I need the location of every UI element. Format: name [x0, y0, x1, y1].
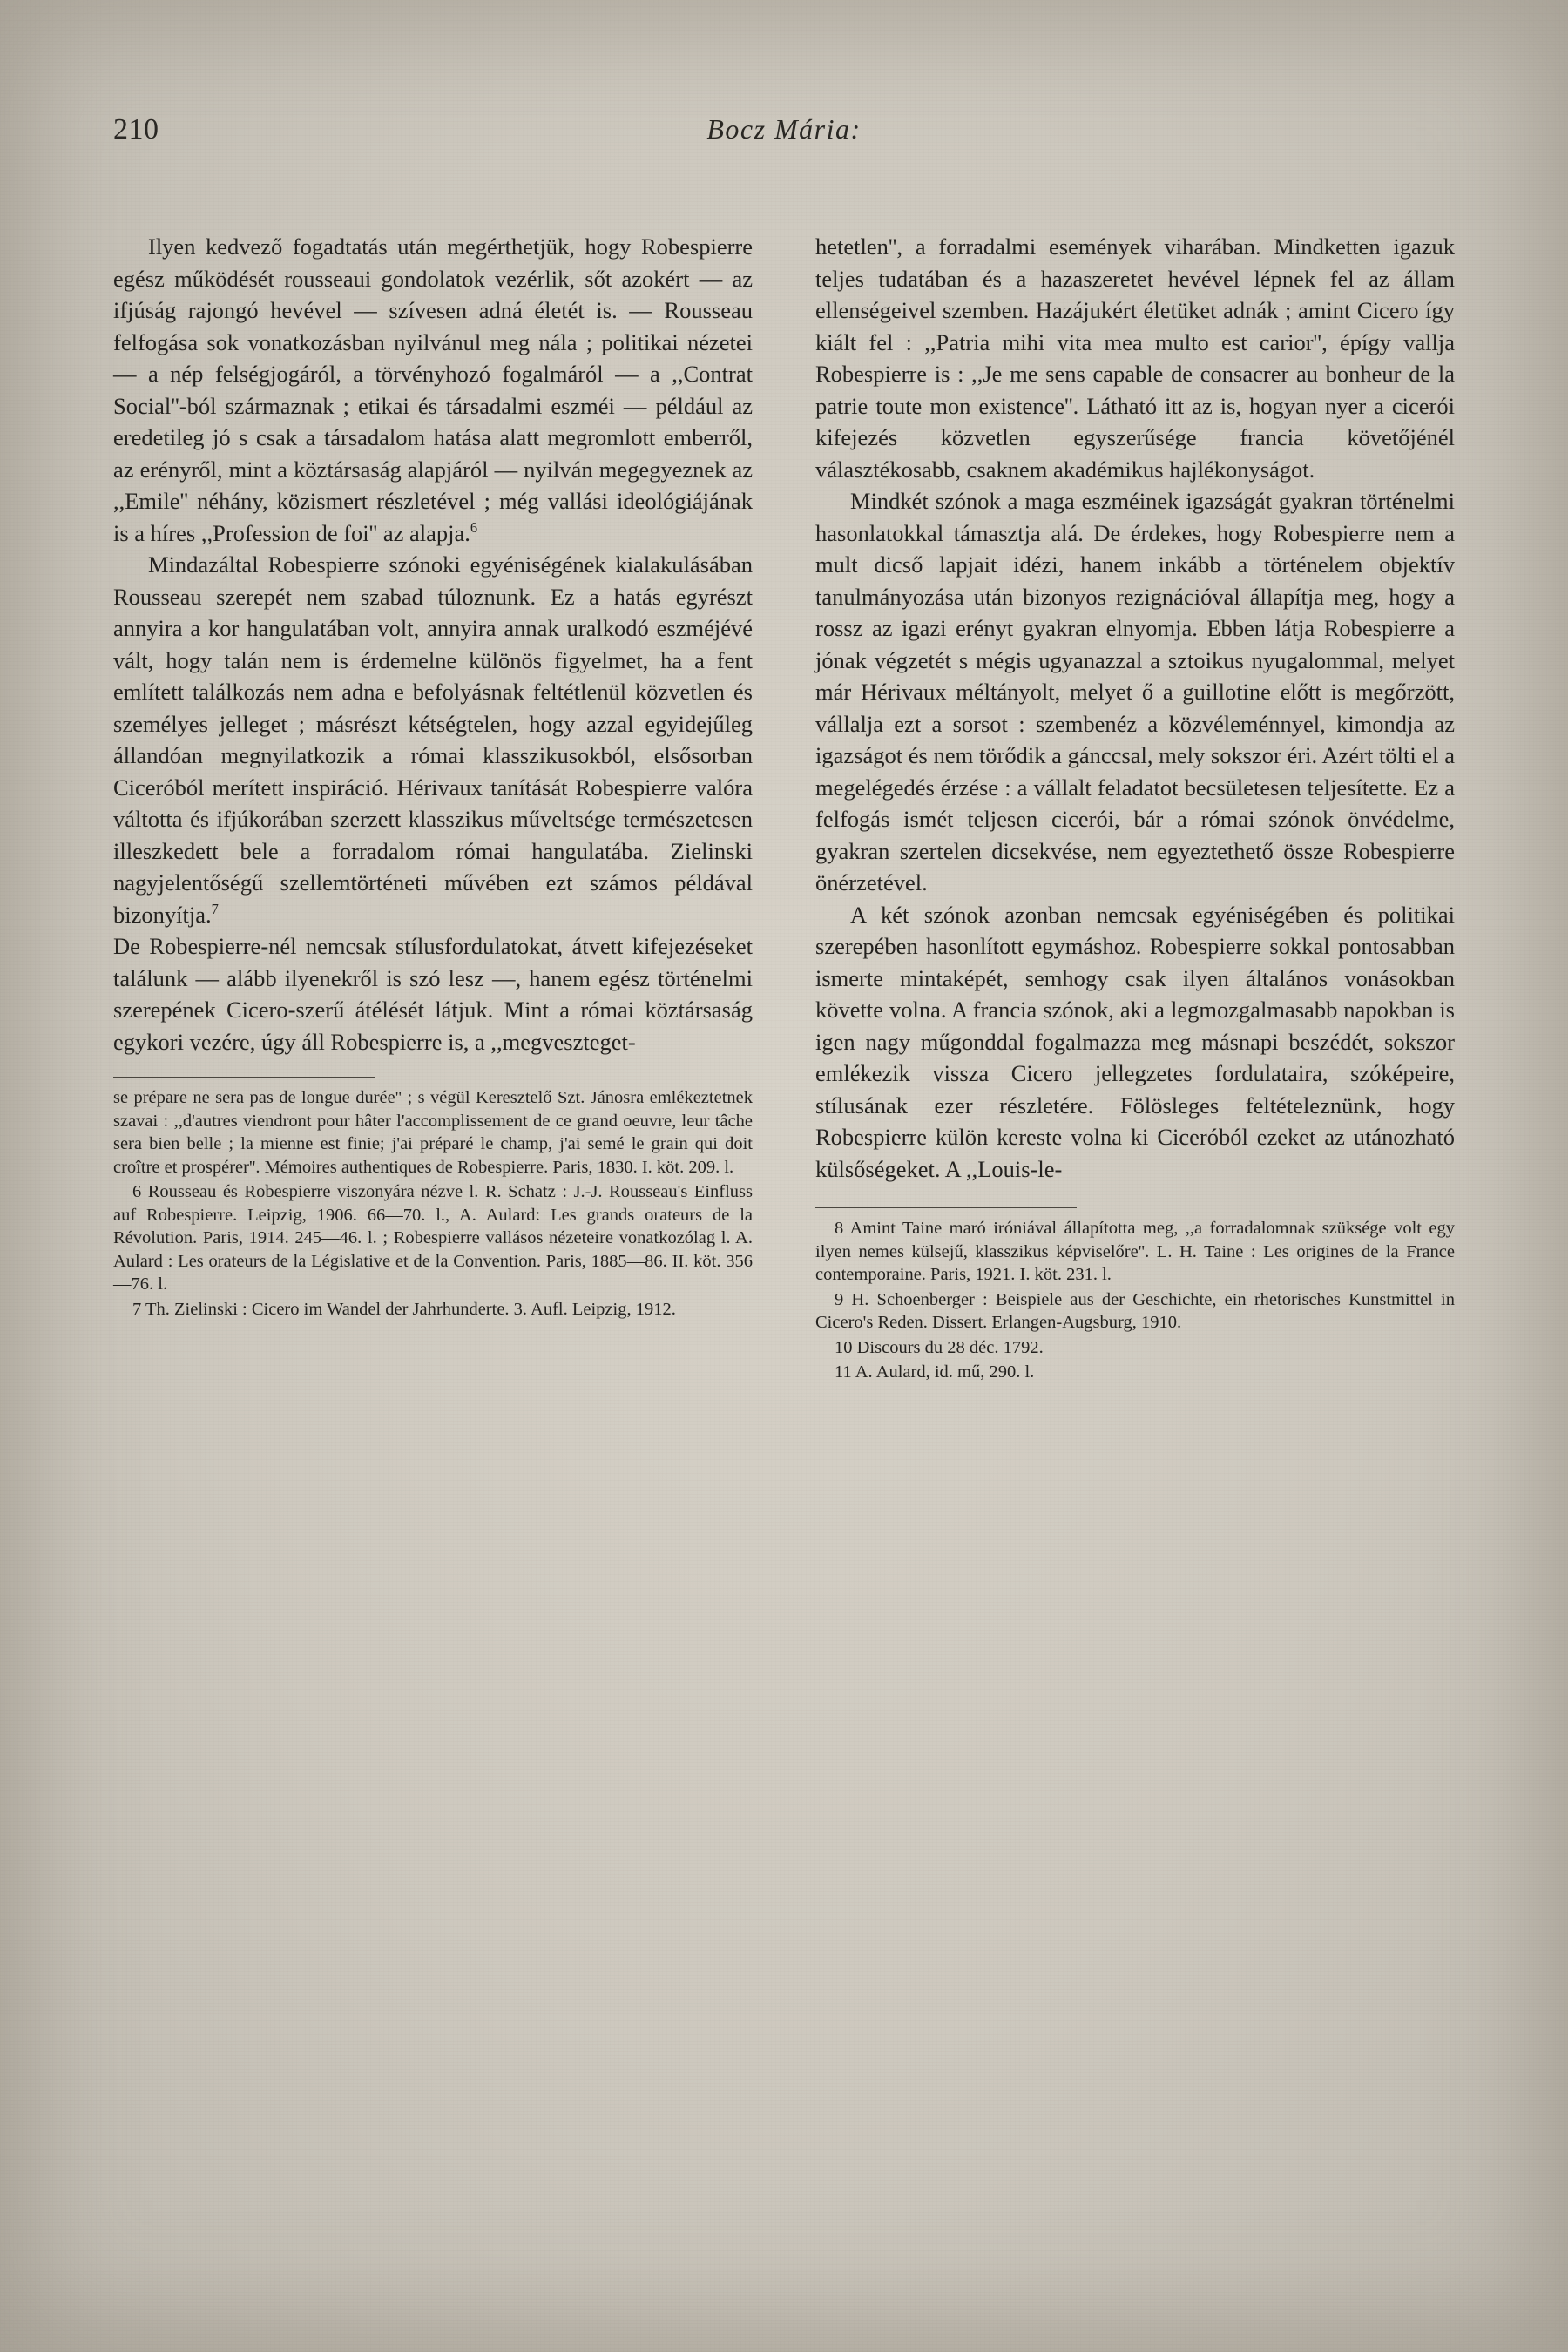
paragraph-text: Mindkét szónok a maga eszméinek igazságát gyakran történelmi hasonlatokkal támasztja alá. De érdekes, hogy Robespierre nem a mult dicső lapjait idézi, hanem inkább a történelem objektív tanulmányozása után bizonyos rezignációval állapítja meg, hogy a rossz az igazi erényt gyakran elnyomja. Ebben látja Robespierre a jónak végzetét s mégis ugyanazzal a sztoikus nyugalommal, melyet már Hérivaux méltányolt, melyet ő a guillotine előtt is megőrzött, vállalja ezt a sorsot : szembenéz a közvéleménnyel, kimondja az igazságot és nem törődik a gánccsal, mely sokszor éri. Azért tölti el a megelégedés érzése : a vállalt feladatot becsületesen teljesítette. Ez a felfogás ismét teljesen cicerói, bár a római szónok önvédelme, gyakran szertelen dicsekvése, nem egyeztethető össze Robespierre önérzetével.: [815, 488, 1455, 896]
page-header: [113, 105, 1455, 166]
footnote: 6 Rousseau és Robespierre viszonyára nézve l. R. Schatz : J.-J. Rousseau's Einfluss auf Robespierre. Leipzig, 1906. 66—70. l., A. Aulard: Les grands orateurs de la Révolution. Paris, 1914. 245—46. l. ; Robespierre vallásos nézeteire vonatkozólag l. A. Aulard : Les orateurs de la Législative et de la Convention. Paris, 1885—86. II. köt. 356—76. l.: [113, 1182, 753, 1294]
footnote: se prépare ne sera pas de longue durée'' ; s végül Keresztelő Szt. Jánosra emlékeztetnek szavai : ,,d'autres viendront pour hâter l'accomplissement de ce grand oeuvre, leur tâche sera bien belle ; la mienne est finie; j'ai préparé le champ, j'ai semé le grain qui doit croître et prospérer''. Mémoires authentiques de Robespierre. Paris, 1830. I. köt. 209. l.: [113, 1088, 753, 1177]
page-content: [113, 105, 1455, 2213]
footnote-ref[interactable]: 6: [470, 518, 478, 536]
paragraph: [815, 485, 1455, 899]
running-head: Bocz Mária:: [706, 113, 862, 145]
paragraph-text: Mindazáltal Robespierre szónoki egyéniségének kialakulásában Rousseau szerepét nem szabad túloznunk. Ez a hatás egyrészt annyira a kor hangulatában volt, annyira annak uralkodó eszméjévé vált, hogy talán nem is érdemelne különös figyelmet, ha a fent említett találkozás nem adna e befolyásnak feltétlenül közvetlen és személyes jelleget ; másrészt kétségtelen, hogy azzal egyidejűleg állandóan megnyilatkozik a római klasszikusokból, elsősorban Ciceróból merített inspiráció. Hérivaux tanítását Robespierre valóra váltotta és ifjúkorában szerzett klasszikus műveltsége természetesen illeszkedett bele a forradalom római hangulatába. Zielinski nagyjelentőségű szellemtörténeti művében ezt számos példával bizonyítja.: [113, 551, 753, 928]
paragraph: [815, 899, 1455, 1186]
two-column-body: [113, 231, 1455, 1386]
right-footnote-block: [815, 1207, 1455, 1384]
footnote-separator-rule: [815, 1207, 1077, 1208]
paragraph: [113, 549, 753, 930]
footnote: 11 A. Aulard, id. mű, 290. l.: [835, 1362, 1035, 1382]
paragraph-text: hetetlen'', a forradalmi események viharában. Mindketten igazuk teljes tudatában és a hazaszeretet hevével lépnek fel az állam ellenségeivel szemben. Hazájukért életüket adnák ; amint Cicero így kiált fel : ,,Patria mihi vita mea multo est carior'', épígy vallja Robespierre is : ,,Je me sens capable de consacrer au bonheur de la patrie toute mon existence''. Látható itt az is, hogyan nyer a cicerói kifejezés közvetlen egyszerűsége francia követőjénél választékosabb, csaknem akadémikus hajlékonyságot.: [815, 233, 1455, 483]
footnote: 7 Th. Zielinski : Cicero im Wandel der Jahrhunderte. 3. Aufl. Leipzig, 1912.: [132, 1299, 676, 1319]
paragraph: [113, 930, 753, 1058]
right-column: [815, 231, 1455, 1386]
right-column-text: [815, 231, 1455, 1185]
left-column: [113, 231, 753, 1386]
paragraph-text: Ilyen kedvező fogadtatás után megérthetjük, hogy Robespierre egész működését rousseaui gondolatok vezérlik, sőt azokért — az ifjúság rajongó hevével — szívesen adná életét is. — Rousseau felfogása sok vonatkozásban nyilvánul meg nála ; politikai nézetei — a nép felségjogáról, a törvényhozó fogalmáról — a ,,Contrat Social''-ból származnak ; etikai és társadalmi eszméi — például az eredetileg jó s csak a társadalom hatása alatt megromlott emberről, az erényről, mint a köztársaság alapjáról — nyilván megegyeznek az ,,Emile'' néhány, közismert részletével ; még vallási ideológiájának is a híres ,,Profession de foi'' az alapja.: [113, 233, 753, 546]
left-column-text: [113, 231, 753, 1058]
left-column-footnotes: [113, 1086, 753, 1321]
footnote: 9 H. Schoenberger : Beispiele aus der Geschichte, ein rhetorisches Kunstmittel in Cicero's Reden. Dissert. Erlangen-Augsburg, 1910.: [815, 1289, 1455, 1332]
footnote-separator-rule: [113, 1077, 375, 1078]
footnote: 10 Discours du 28 déc. 1792.: [835, 1337, 1044, 1357]
page-number: 210: [113, 113, 159, 145]
footnote-ref[interactable]: 7: [211, 900, 219, 917]
paragraph: [815, 231, 1455, 485]
footnote: 8 Amint Taine maró iróniával állapította meg, ,,a forradalomnak szüksége volt egy ilyen nemes külsejű, klasszikus képviselőre''. L. H. Taine : Les origines de la France contemporaine. Paris, 1921. I. köt. 231. l.: [815, 1219, 1455, 1284]
paragraph-text: A két szónok azonban nemcsak egyéniségében és politikai szerepében hasonlított egymáshoz. Robespierre sokkal pontosabban ismerte mintaképét, semhogy csak ilyen általános vonásokban követte volna. A francia szónok, aki a legmozgalmasabb napokban is igen nagy műgonddal fogalmazza meg másnapi beszédét, sokszor emlékezik vissza Cicero jellegzetes fordulataira, szóképeire, stílusának ezer részletére. Fölösleges feltételeznünk, hogy Robespierre külön kereste volna ki Ciceróból ezeket az utánozható külsőségeket. A ,,Louis-le-: [815, 901, 1455, 1182]
right-column-footnotes: [815, 1217, 1455, 1384]
paragraph-text: De Robespierre-nél nemcsak stílusfordulatokat, átvett kifejezéseket találunk — alább ilyenekről is szó lesz —, hanem egész történelmi szerepének Cicero-szerű átélését látjuk. Mint a római köztársaság egykori vezére, úgy áll Robespierre is, a ,,megveszteget-: [113, 933, 753, 1055]
paragraph: [113, 231, 753, 549]
